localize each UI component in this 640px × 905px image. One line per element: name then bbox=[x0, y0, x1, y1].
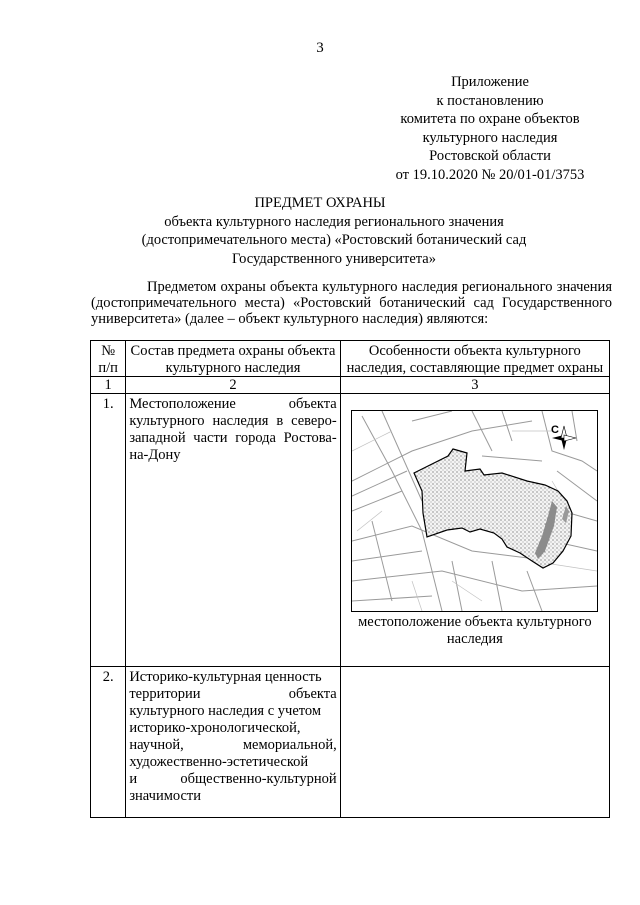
row-number: 1. bbox=[91, 394, 126, 667]
botanical-garden-boundary bbox=[414, 449, 572, 568]
table-row bbox=[91, 667, 610, 818]
appendix-line: от 19.10.2020 № 20/01-01/3753 bbox=[395, 166, 585, 183]
composition-line: художественно-эстетической bbox=[129, 754, 309, 770]
composition-line: научной, мемориальной, bbox=[129, 737, 337, 753]
map-graphic bbox=[352, 411, 597, 611]
compass-icon bbox=[551, 424, 576, 450]
column-number: 1 bbox=[91, 377, 126, 394]
protection-table bbox=[90, 340, 610, 818]
table-header-row bbox=[91, 341, 610, 377]
location-map bbox=[351, 410, 598, 612]
appendix-line: к постановлению bbox=[436, 92, 544, 109]
composition-line: территории объекта bbox=[129, 686, 337, 702]
column-number-row bbox=[91, 377, 610, 394]
column-number: 2 bbox=[126, 377, 340, 394]
appendix-line: комитета по охране объектов bbox=[400, 111, 580, 127]
composition-line: культурного наследия с учетом bbox=[129, 703, 322, 719]
title-subline: объекта культурного наследия регионального значения bbox=[164, 213, 504, 230]
composition-line: значимости bbox=[129, 788, 202, 804]
composition-line: Историко-культурная ценность bbox=[129, 669, 322, 685]
row-composition bbox=[126, 667, 340, 818]
column-number: 3 bbox=[340, 377, 609, 394]
composition-text: Местоположение объекта культурного наследия в северо-западной части города Ростова-на-Дону bbox=[129, 396, 337, 463]
row-composition bbox=[126, 394, 340, 667]
appendix-line: Приложение bbox=[451, 74, 529, 90]
header-num: № п/п bbox=[91, 341, 126, 377]
appendix-line: культурного наследия bbox=[422, 129, 558, 146]
document-title bbox=[0, 194, 640, 268]
header-features: Особенности объекта культурного наследия, составляющие предмет охраны bbox=[340, 341, 609, 377]
intro-text: Предметом охраны объекта культурного наследия регионального значения (достопримечательного места) «Ростовский ботанический сад Государственного университета» (далее – объект культурного наследия) являются: bbox=[91, 279, 612, 327]
title-subline: Государственного университета» bbox=[232, 250, 436, 267]
page-number: 3 bbox=[316, 40, 324, 56]
row-features bbox=[340, 394, 609, 667]
composition-line: и общественно-культурной bbox=[129, 771, 337, 787]
title-heading: ПРЕДМЕТ ОХРАНЫ bbox=[254, 195, 386, 211]
header-composition: Состав предмета охраны объекта культурного наследия bbox=[126, 341, 340, 377]
compass-label: С bbox=[551, 424, 560, 436]
appendix-line: Ростовской области bbox=[429, 148, 551, 164]
map-caption: местоположение объекта культурного наследия bbox=[358, 614, 592, 647]
title-subline: (достопримечательного места) «Ростовский ботанический сад bbox=[141, 232, 527, 248]
row-features bbox=[340, 667, 609, 818]
appendix-block bbox=[330, 73, 640, 184]
table-row bbox=[91, 394, 610, 667]
composition-line: историко-хронологической, bbox=[129, 720, 301, 736]
row-number: 2. bbox=[91, 667, 126, 818]
intro-paragraph bbox=[91, 279, 612, 327]
